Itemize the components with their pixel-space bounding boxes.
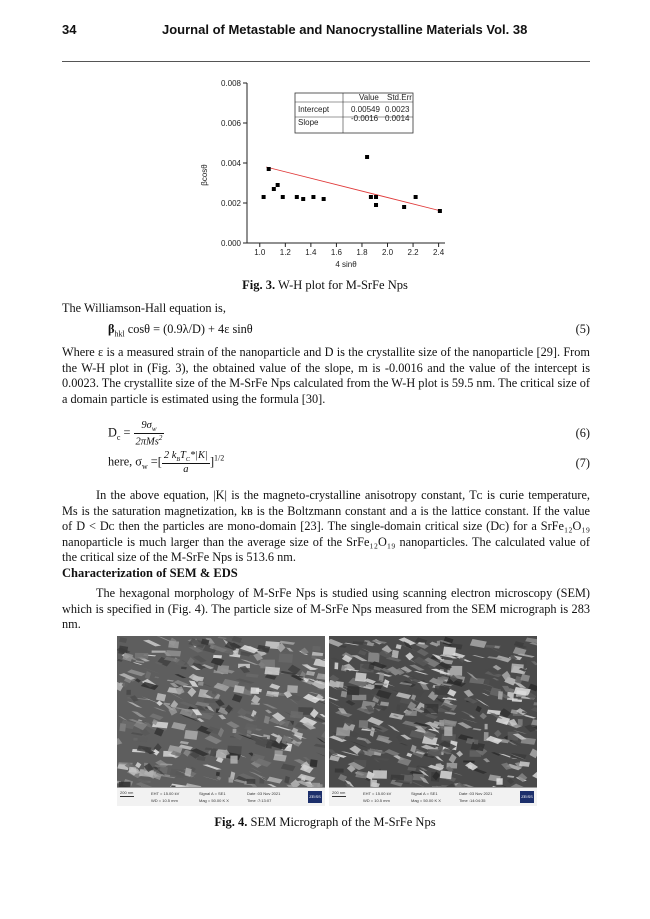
sem-grain [334, 662, 338, 669]
data-point [402, 205, 406, 209]
sem-grain [152, 651, 166, 653]
fit-table-row-value: -0.0016 [351, 114, 379, 123]
sem-grain [126, 690, 131, 695]
y-tick-label: 0.000 [220, 239, 241, 248]
sem-grain [359, 720, 368, 728]
fit-line [266, 167, 441, 211]
sem-grain [216, 772, 220, 776]
sem-grain [184, 730, 198, 740]
data-point [414, 195, 418, 199]
zeiss-logo-right: ZEISS [520, 791, 534, 803]
sem-grain [428, 749, 442, 756]
sem-info-bar-right [329, 787, 537, 806]
x-tick-label: 1.0 [254, 248, 266, 257]
eq6-sub: c [116, 433, 121, 443]
sem-grain [233, 729, 237, 733]
journal-title: Journal of Metastable and Nanocrystalline Materials Vol. 38 [162, 22, 528, 37]
fit-table-row-stderr: 0.0023 [385, 105, 410, 114]
sem-texture-right [329, 636, 537, 788]
sem-texture-left [117, 636, 325, 788]
sem-grain [213, 655, 222, 659]
figure-4-label: Fig. 4. [214, 815, 248, 829]
sem-grain [166, 650, 181, 656]
sem-image-right [329, 636, 537, 806]
eq5-rest: cosθ = (0.9λ/D) + 4ε sinθ [124, 322, 253, 336]
fit-table-row-stderr: 0.0014 [385, 114, 410, 123]
sem-grain [390, 775, 404, 781]
page-number: 34 [62, 22, 77, 37]
sem-grain [485, 724, 488, 730]
figure-3-caption [0, 278, 650, 293]
sem-scalebar-left [120, 796, 134, 797]
eq7-top-d: C [185, 457, 190, 464]
data-point [311, 195, 315, 199]
equation-7 [108, 450, 224, 475]
sem-grain [370, 780, 377, 787]
eq7-top-c: T [180, 450, 186, 461]
sem-time-right: Time :14:04:35 [459, 798, 486, 803]
sem-grain [198, 681, 204, 685]
sem-grain [229, 777, 234, 782]
sem-grain [373, 770, 387, 779]
sem-grain [424, 704, 438, 714]
y-axis-label: βcosθ [200, 164, 209, 186]
sem-info-bar-left [117, 787, 325, 806]
x-tick-label: 1.6 [330, 248, 342, 257]
x-tick-label: 2.4 [433, 248, 445, 257]
paragraph-3: In the above equation, |K| is the magneto-crystalline anisotropy constant, Tᴄ is curie temperature, Ms is the saturation magnetization, kʙ is the Boltzmann constant and a is the lattice constant. If the value of D < Dᴄ then the particles are mono-domain [23]. The single-domain critical size (Dᴄ) for a SrFe₁₂O₁₉ nanoparticle is much larger than the average size of the SrFe₁₂O₁₉ nanoparticles. The calculated value of the critical size of the M-SrFe Nps is 513.6 nm. [62, 488, 590, 565]
sem-eht-right: EHT = 15.00 kV [363, 791, 392, 796]
data-point [272, 187, 276, 191]
figure-4-caption-text: SEM Micrograph of the M-SrFe Nps [247, 815, 436, 829]
sem-scale-right: 200 nm [332, 790, 346, 795]
eq6-fraction [134, 420, 165, 448]
eq6-equals: = [120, 425, 134, 440]
sem-grain [129, 767, 137, 773]
sem-grain [287, 685, 298, 693]
paragraph-2 [62, 345, 590, 407]
data-point [301, 197, 305, 201]
figure-3-caption-text: W-H plot for M-SrFe Nps [275, 278, 408, 292]
sem-grain [341, 665, 347, 671]
sem-grain [463, 760, 475, 762]
equation-7-number: (7) [575, 456, 590, 470]
fit-table-row-value: 0.00549 [351, 105, 380, 114]
data-point [374, 203, 378, 207]
sem-grain [437, 641, 440, 646]
sem-mag-right: Mag = 50.00 K X [411, 798, 441, 803]
paragraph-1: The Williamson-Hall equation is, [62, 301, 226, 315]
sem-signal-right: Signal A = SE1 [411, 791, 438, 796]
fit-table-row-label: Slope [298, 118, 319, 127]
eq5-beta: β [108, 322, 115, 336]
eq6-denominator [134, 434, 165, 448]
equation-6 [108, 420, 164, 448]
data-point [262, 195, 266, 199]
x-tick-label: 1.8 [356, 248, 368, 257]
sem-time-left: Time :7:13:07 [247, 798, 272, 803]
sem-grain [474, 739, 478, 744]
equation-5-number: (5) [575, 322, 590, 336]
x-tick-label: 1.2 [279, 248, 291, 257]
figure-4-caption [0, 815, 650, 830]
sem-grain [279, 654, 293, 663]
wh-plot-svg [195, 75, 455, 275]
eq6-den-sup: 2 [158, 434, 163, 443]
eq6-num-sub: w [151, 425, 157, 434]
y-tick-label: 0.002 [220, 199, 241, 208]
paragraph-4: The hexagonal morphology of M-SrFe Nps is studied using scanning electron microscopy (SEM) which is specified in (Fig. 4). The particle size of M-SrFe Nps measured from the SEM micrograph is 283 nm. [62, 586, 590, 632]
eq6-den-text: 2πMs [135, 436, 159, 448]
eq7-top: 2 k [163, 450, 177, 461]
sem-grain [405, 710, 417, 716]
sem-grain [312, 646, 321, 651]
sem-grain [336, 727, 351, 736]
x-axis-label: 4 sinθ [335, 260, 357, 269]
sem-grain [335, 769, 344, 773]
data-point [369, 195, 373, 199]
paragraph-2-text: Where ε is a measured strain of the nanoparticle and D is the crystallite size of the nanoparticle [29]. From the W-H plot in (Fig. 3), the obtained value of the slope, m is -0.0016 and the value of the intercept is 0.0023. The crystallite size of the M-SrFe Nps calculated from the W-H plot is 59.5 nm. The critical size of a domain particle is estimated using the formula [30]. [62, 345, 590, 406]
eq5-sub: hkl [114, 329, 125, 339]
sem-grain [518, 719, 523, 726]
sem-grain [119, 723, 126, 732]
x-tick-label: 2.2 [407, 248, 419, 257]
header-rule [62, 61, 590, 62]
wh-plot [195, 75, 455, 275]
eq7-top-b: B [176, 457, 181, 464]
sem-grain [336, 681, 344, 687]
eq7-equals: =[ [147, 454, 162, 469]
sem-grain [135, 653, 148, 659]
eq7-close: ] [209, 454, 215, 469]
equation-5 [108, 322, 253, 338]
sem-grain [310, 655, 323, 659]
sem-mag-left: Mag = 50.00 K X [199, 798, 229, 803]
x-tick-label: 2.0 [381, 248, 394, 257]
eq7-sub: w [141, 461, 148, 471]
zeiss-logo-left: ZEISS [308, 791, 322, 803]
sem-date-right: Date :03 Nov 2021 [459, 791, 493, 796]
sem-image-left [117, 636, 325, 806]
sem-grain [341, 691, 348, 698]
running-header [62, 22, 590, 40]
sem-grain [434, 686, 449, 696]
eq7-lhs: here, σ [108, 454, 142, 469]
eq6-numerator [134, 420, 165, 434]
section-title: Characterization of SEM & EDS [62, 566, 238, 580]
sem-grain [352, 695, 366, 700]
sem-grain [290, 711, 303, 719]
sem-grain [310, 759, 318, 767]
fit-table-value-header: Value [359, 93, 379, 102]
sem-grain [265, 667, 281, 675]
eq7-top-e: *|K| [189, 450, 208, 461]
data-point [365, 155, 369, 159]
sem-wd-left: WD = 10.5 mm [151, 798, 178, 803]
sem-grain [133, 738, 137, 741]
data-point [322, 197, 326, 201]
sem-date-left: Date :03 Nov 2021 [247, 791, 281, 796]
fit-table-row-label: Intercept [298, 105, 330, 114]
data-point [438, 209, 442, 213]
eq7-fraction [162, 450, 210, 475]
figure-3-label: Fig. 3. [242, 278, 276, 292]
x-tick-label: 1.4 [305, 248, 317, 257]
sem-grain [347, 686, 360, 695]
equation-6-number: (6) [575, 426, 590, 440]
sem-eht-left: EHT = 15.00 kV [151, 791, 180, 796]
data-point [374, 195, 378, 199]
y-tick-label: 0.006 [220, 119, 241, 128]
sem-scalebar-right [332, 796, 346, 797]
eq7-denominator: a [183, 464, 189, 476]
fit-table-stderr-header: Std.Err [387, 93, 412, 102]
data-point [267, 167, 271, 171]
eq7-exp: 1/2 [214, 453, 225, 463]
eq7-numerator [162, 450, 210, 464]
sem-grain [170, 769, 185, 779]
sem-wd-right: WD = 10.5 mm [363, 798, 390, 803]
y-tick-label: 0.008 [220, 79, 241, 88]
eq6-d: D [108, 425, 117, 440]
sem-grain [250, 687, 259, 694]
sem-grain [230, 756, 237, 764]
data-point [281, 195, 285, 199]
data-point [295, 195, 299, 199]
sem-scale-left: 200 nm [120, 790, 134, 795]
sem-grain [391, 650, 398, 659]
data-point [276, 183, 280, 187]
y-tick-label: 0.004 [220, 159, 241, 168]
sem-grain [496, 778, 502, 785]
sem-grain [247, 779, 256, 784]
sem-grain [444, 726, 452, 736]
sem-grain [168, 641, 179, 649]
sem-grain [498, 691, 503, 700]
sem-signal-left: Signal A = SE1 [199, 791, 226, 796]
eq6-num-text: 9σ [141, 420, 152, 431]
